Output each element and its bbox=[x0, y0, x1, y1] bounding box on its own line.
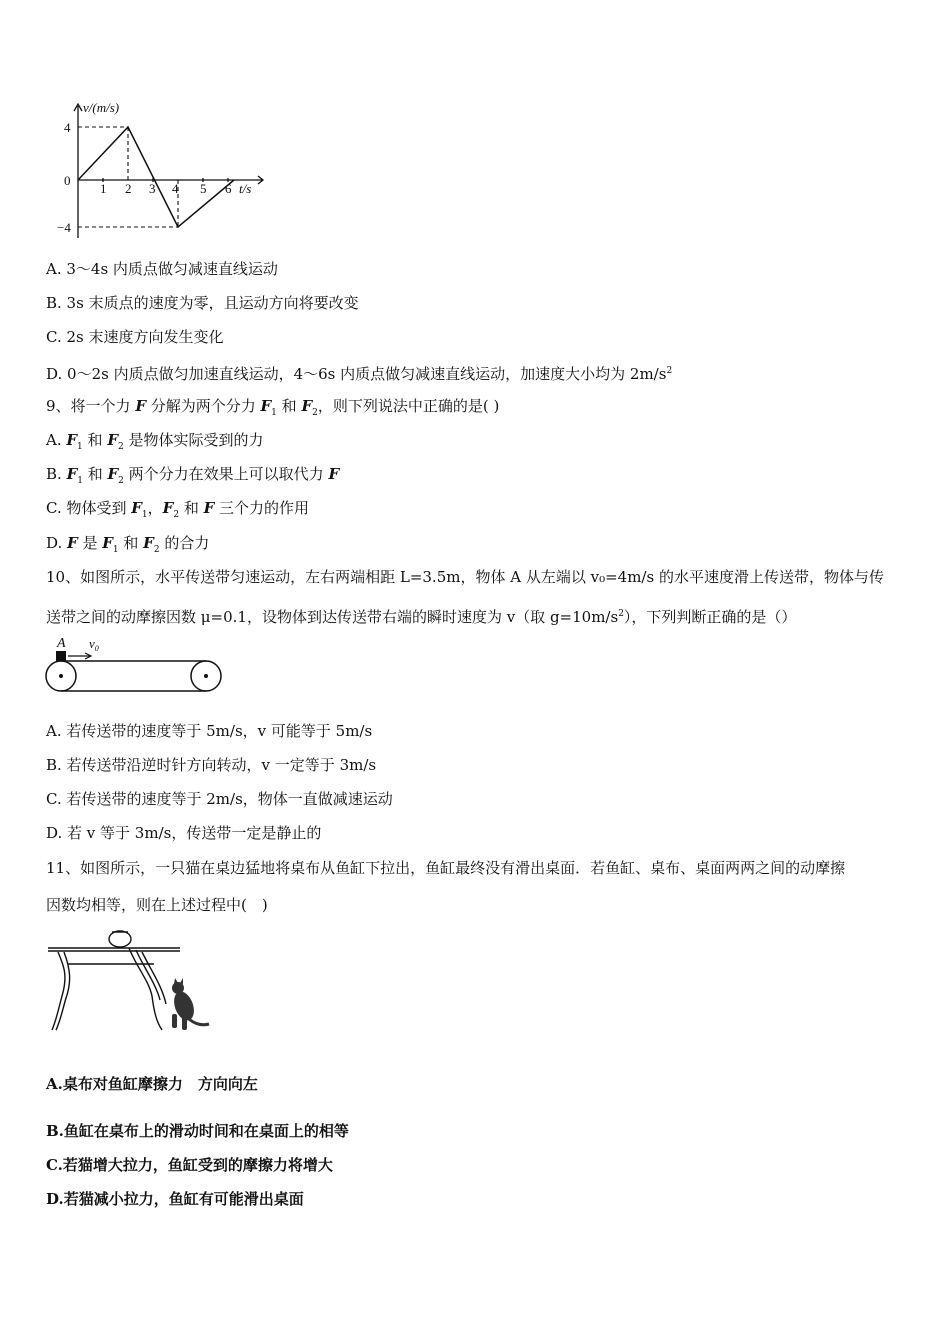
x-axis-label: t/s bbox=[239, 181, 252, 196]
x-tick-label: 4 bbox=[172, 181, 179, 196]
q9-option-c: C. 物体受到 $F_1$，$F_2$ 和 F 三个力的作用 bbox=[46, 499, 310, 520]
y-axis-label: v/(m/s) bbox=[83, 100, 120, 115]
x-tick-label: 5 bbox=[200, 181, 207, 196]
q9-option-d: D. F 是 $F_1$ 和 $F_2$ 的合力 bbox=[46, 534, 210, 555]
origin-label: 0 bbox=[64, 173, 71, 188]
q9-stem: 9、将一个力 F 分解为两个分力 $F_1$ 和 $F_2$，则下列说法中正确的是( ) bbox=[46, 397, 500, 418]
q10-option-c: C. 若传送带的速度等于 2m/s，物体一直做减速运动 bbox=[46, 790, 393, 808]
velocity-line bbox=[78, 127, 234, 227]
q9-option-a: A. $F_1$ 和 $F_2$ 是物体实际受到的力 bbox=[46, 431, 264, 452]
q11-option-a: A.桌布对鱼缸摩擦力 方向向左 bbox=[46, 1075, 258, 1093]
y-tick-label: 4 bbox=[64, 120, 71, 135]
cat-icon bbox=[170, 978, 209, 1030]
q10-stem-line1: 10、如图所示，水平传送带匀速运动，左右两端相距 L=3.5m，物体 A 从左端以 v₀=4m/s 的水平速度滑上传送带，物体与传 bbox=[46, 568, 884, 586]
x-tick-label: 6 bbox=[225, 181, 232, 196]
block-a bbox=[56, 651, 66, 661]
y-tick-label: −4 bbox=[57, 220, 71, 235]
q11-option-d: D.若猫减小拉力，鱼缸有可能滑出桌面 bbox=[46, 1190, 304, 1208]
x-tick-label: 3 bbox=[149, 181, 156, 196]
tablecloth bbox=[129, 948, 162, 1030]
conveyor-belt-figure bbox=[44, 632, 224, 694]
q11-stem-line2: 因数均相等，则在上述过程中( ) bbox=[46, 896, 268, 914]
fishbowl bbox=[109, 931, 131, 947]
block-label: A bbox=[57, 636, 66, 651]
velocity-time-graph bbox=[56, 98, 270, 246]
velocity-label: $v_0$ bbox=[89, 636, 99, 653]
x-tick-label: 2 bbox=[125, 181, 132, 196]
q8-option-a: A. 3～4s 内质点做匀减速直线运动 bbox=[46, 260, 278, 278]
q11-option-c: C.若猫增大拉力，鱼缸受到的摩擦力将增大 bbox=[46, 1156, 333, 1174]
q10-option-d: D. 若 v 等于 3m/s，传送带一定是静止的 bbox=[46, 824, 322, 842]
q8-option-d: D. 0～2s 内质点做匀加速直线运动，4～6s 内质点做匀减速直线运动，加速度大小均为 $2m/s^2$ bbox=[46, 365, 673, 383]
q10-option-a: A. 若传送带的速度等于 5m/s，v 可能等于 5m/s bbox=[46, 722, 373, 740]
x-tick-label: 1 bbox=[100, 181, 107, 196]
table-leg-left bbox=[52, 952, 65, 1030]
q8-option-c: C. 2s 末速度方向发生变化 bbox=[46, 328, 224, 346]
q9-option-b: B. $F_1$ 和 $F_2$ 两个分力在效果上可以取代力 F bbox=[46, 465, 340, 486]
q11-stem-line1: 11、如图所示，一只猫在桌边猛地将桌布从鱼缸下拉出，鱼缸最终没有滑出桌面．若鱼缸、桌布、桌面两两之间的动摩擦 bbox=[46, 859, 846, 877]
q8-option-b: B. 3s 末质点的速度为零，且运动方向将要改变 bbox=[46, 294, 359, 312]
q11-option-b: B.鱼缸在桌布上的滑动时间和在桌面上的相等 bbox=[46, 1122, 349, 1140]
cat-table-figure bbox=[44, 926, 214, 1036]
q10-stem-line2: 送带之间的动摩擦因数 μ=0.1，设物体到达传送带右端的瞬时速度为 v（取 $g=10m/s^2$），下列判断正确的是（） bbox=[46, 608, 797, 626]
q10-option-b: B. 若传送带沿逆时针方向转动，v 一定等于 3m/s bbox=[46, 756, 377, 774]
